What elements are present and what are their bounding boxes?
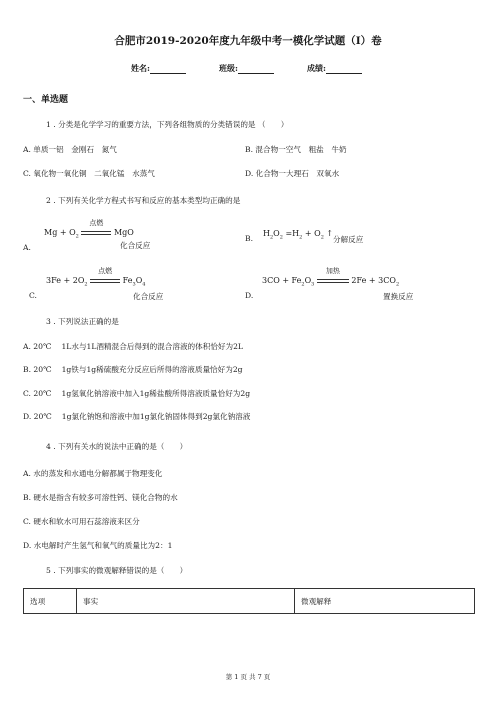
- question-4-option-d: D. 水电解时产生氢气和氧气的质量比为2：1: [23, 541, 173, 550]
- question-4-option-c: C. 硬水和软水可用石蕊溶液来区分: [23, 517, 140, 526]
- score-blank: [326, 64, 362, 74]
- question-5-table: [23, 588, 475, 614]
- question-2-label-d: D.: [245, 291, 254, 300]
- table-header-fact: 事实: [77, 589, 295, 614]
- question-2-equation-d: $3CO + Fe_2O_3$ 加热 $2Fe + 3CO_2$: [262, 267, 400, 288]
- question-1-option-a: A. 单质一铝 金刚石 氮气: [23, 145, 117, 154]
- class-label: 班级:: [219, 63, 238, 73]
- question-1-option-d: D. 化合物一大理石 双氧水: [245, 169, 340, 178]
- question-2-label-a: A.: [23, 243, 31, 252]
- class-blank: [238, 64, 274, 74]
- question-3-option-c: C. 20℃ 1g氢氧化钠溶液中加入1g稀盐酸所得溶液质量恰好为2g: [23, 389, 251, 398]
- condition-ignite-c: 点燃: [98, 267, 113, 275]
- question-2-stem: 2 . 下列有关化学方程式书写和反应的基本类型均正确的是: [46, 196, 241, 205]
- class-field: [219, 63, 274, 74]
- question-2-type-c: 化合反应: [133, 292, 164, 301]
- question-2-type-b: 分解反应: [333, 235, 364, 244]
- name-field: [131, 63, 186, 74]
- table-header-option: 选项: [24, 589, 77, 614]
- question-2-equation-a: $Mg + O_2$ 点燃 MgO: [44, 219, 134, 240]
- question-3-option-a: A. 20℃ 1L水与1L酒精混合后得到的混合溶液的体积恰好为2L: [23, 342, 243, 351]
- question-1-option-b: B. 混合物一空气 粗盐 牛奶: [245, 145, 347, 154]
- question-5-stem: 5 . 下列事实的微观解释错误的是（ ）: [46, 566, 188, 575]
- paper-title: 合肥市2019-2020年度九年级中考一模化学试题（I）卷: [114, 35, 382, 47]
- question-4-option-a: A. 水的蒸发和水通电分解都属于物理变化: [23, 469, 163, 478]
- question-1-stem: 1 . 分类是化学学习的重要方法，下列各组物质的分类错误的是 （ ）: [46, 120, 289, 129]
- question-2-equation-c: $3Fe + 2O_2$ 点燃 $Fe_3O_4$: [46, 267, 146, 288]
- question-3-option-d: D. 20℃ 1g氯化钠饱和溶液中加1g氯化钠固体得到2g氯化钠溶液: [23, 412, 251, 421]
- condition-ignite-a: 点燃: [89, 219, 104, 227]
- question-2-equation-b: $H_2O_2 =H_2 + O_2$ ↑: [263, 229, 334, 241]
- name-label: 姓名:: [131, 63, 150, 73]
- question-4-option-b: B. 硬水是指含有较多可溶性钙、镁化合物的水: [23, 493, 178, 502]
- question-2-type-d: 置换反应: [383, 292, 414, 301]
- question-4-stem: 4 . 下列有关水的说法中正确的是（ ）: [46, 442, 188, 451]
- question-2-label-b: B.: [245, 234, 253, 243]
- score-field: [307, 63, 362, 74]
- question-2-type-a: 化合反应: [120, 241, 151, 250]
- table-header-row: [24, 589, 475, 614]
- condition-heat-d: 加热: [325, 267, 340, 275]
- question-1-option-c: C. 氧化物一氧化铜 二氧化锰 水蒸气: [23, 169, 155, 178]
- question-2-label-c: C.: [29, 291, 37, 300]
- section-heading: 一、单选题: [23, 95, 69, 105]
- question-3-stem: 3 . 下列说法正确的是: [46, 317, 119, 326]
- table-header-explanation: 微观解释: [295, 589, 475, 614]
- page-footer: 第 1 页 共 7 页: [225, 673, 271, 681]
- score-label: 成绩:: [307, 63, 326, 73]
- question-3-option-b: B. 20℃ 1g铁与1g稀硫酸充分反应后所得的溶液质量恰好为2g: [23, 365, 243, 374]
- name-blank: [150, 64, 186, 74]
